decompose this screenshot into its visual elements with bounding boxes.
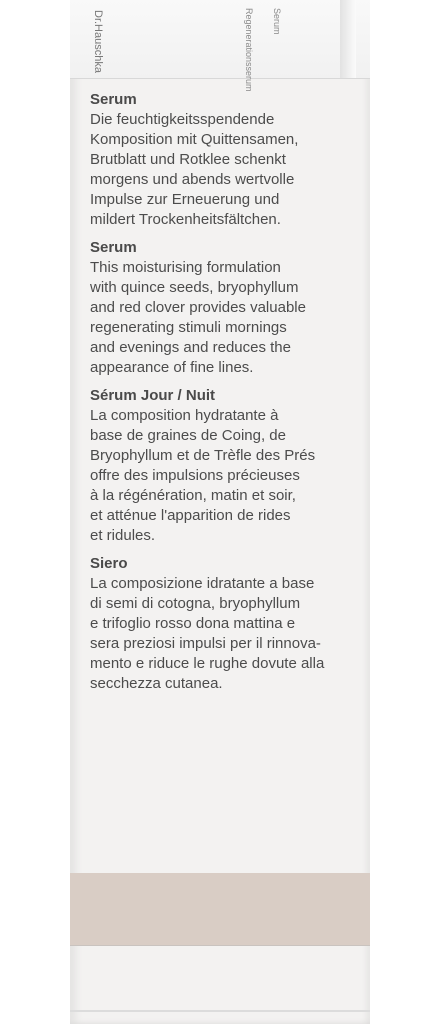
description-panel xyxy=(90,90,340,702)
section-heading: Serum xyxy=(90,239,137,256)
section-german xyxy=(90,90,340,230)
box-flap-fold xyxy=(340,0,356,78)
section-heading: Siero xyxy=(90,555,128,572)
section-english xyxy=(90,238,340,378)
color-band xyxy=(70,873,370,945)
section-text: La composition hydratante à base de graines de Coing, de Bryophyllum et de Trèfle des Prés offre des impulsions précieuses à la régénération, matin et soir, et atténue l'apparition de rides et ridules. xyxy=(90,407,316,544)
spine-product-type: Serum xyxy=(272,8,282,35)
band-divider xyxy=(70,945,370,946)
section-text: Die feuchtigkeitsspendende Komposition mit Quittensamen, Brutblatt und Rotklee schenkt morgens und abends wertvolle Impulse zur Erneuerung und mildert Trockenheitsfältchen. xyxy=(90,111,299,228)
box-top-flap xyxy=(70,0,370,79)
box-bottom-edge xyxy=(70,1010,370,1012)
spine-product-name: Regenerationsserum xyxy=(244,8,254,92)
section-text: This moisturising formulation with quince seeds, bryophyllum and red clover provides valuable regenerating stimuli mornings and evenings and reduces the appearance of fine lines. xyxy=(90,259,306,376)
section-french xyxy=(90,386,340,546)
section-heading: Serum xyxy=(90,91,137,108)
section-heading: Sérum Jour / Nuit xyxy=(90,387,216,404)
brand-name: Dr.Hauschka xyxy=(92,10,104,73)
section-italian xyxy=(90,554,340,694)
section-text: La composizione idratante a base di semi di cotogna, bryophyllum e trifoglio rosso dona mattina e sera preziosi impulsi per il rinnova- mento e riduce le rughe dovute alla secchezza cutanea. xyxy=(90,575,325,692)
